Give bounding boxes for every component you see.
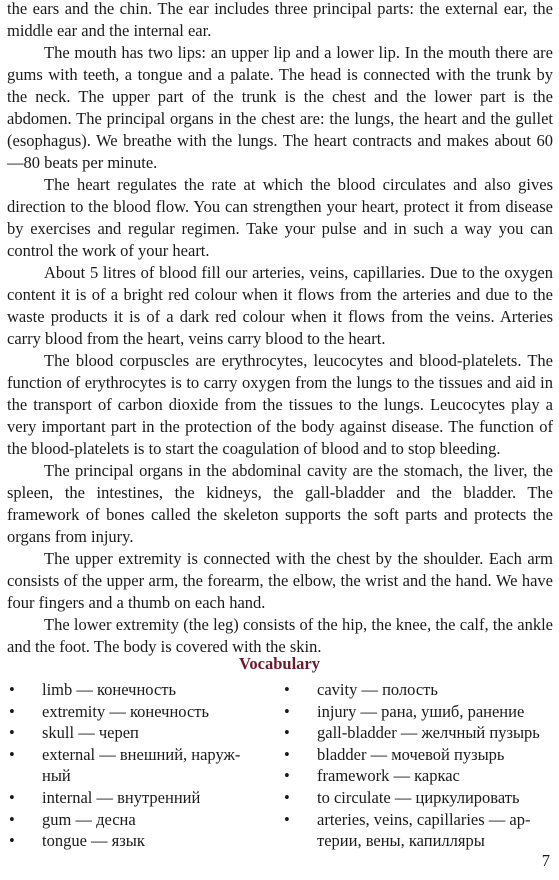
paragraph-lower-extremity: The lower extremity (the leg) consists of the hip, the knee, the calf, the ankle and the foot. The body is covered with the skin.	[7, 615, 553, 656]
vocab-entry: bladder — мочевой пузырь	[317, 744, 505, 764]
bullet-icon: •	[284, 744, 290, 764]
page-number: 7	[541, 851, 550, 870]
vocab-entry: extremity — конечность	[42, 701, 209, 721]
vocab-item	[9, 744, 271, 766]
paragraph-blood-corpuscles: The blood corpuscles are erythrocytes, leucocytes and blood-platelets. The function of erythrocytes is to carry oxygen from the lungs to the tissues and aid in the transport of carbon dioxide from the tissues to the lungs. Leucocytes play a very important part in the protection of the body against disease. The function of the blood-platelets is to start the coagulation of blood and to stop bleeding.	[7, 351, 553, 458]
vocabulary-left-column	[9, 679, 271, 852]
body-text	[7, 0, 553, 658]
vocab-entry: limb — конечность	[42, 680, 177, 699]
vocab-item	[9, 679, 271, 701]
vocab-item-continuation	[284, 830, 554, 852]
vocab-entry: cavity — полость	[317, 680, 438, 699]
vocab-item	[9, 809, 271, 831]
bullet-icon: •	[9, 744, 15, 764]
bullet-icon: •	[9, 723, 15, 743]
vocab-item-continuation	[9, 765, 271, 787]
bullet-icon: •	[284, 766, 290, 786]
bullet-icon: •	[284, 701, 290, 721]
vocab-entry: gall-bladder — желчный пузырь	[317, 723, 540, 743]
vocab-entry: injury — рана, ушиб, ранение	[317, 701, 525, 721]
bullet-icon: •	[9, 680, 15, 699]
vocab-item	[284, 722, 554, 744]
vocab-item	[9, 701, 271, 723]
bullet-icon: •	[9, 787, 15, 807]
vocab-item	[284, 679, 554, 701]
vocab-entry: gum — десна	[42, 809, 136, 829]
bullet-icon: •	[9, 701, 15, 721]
vocab-entry-continuation: ный	[42, 766, 71, 786]
vocab-item	[9, 787, 271, 809]
vocabulary-right-column	[284, 679, 554, 852]
vocab-item	[284, 765, 554, 787]
vocab-entry: tongue — язык	[42, 831, 145, 851]
bullet-icon: •	[284, 723, 290, 743]
paragraph-ear: the ears and the chin. The ear includes three principal parts: the external ear, the middle ear and the internal ear.	[7, 0, 553, 40]
vocab-entry-continuation: терии, вены, капилляры	[317, 831, 485, 851]
vocab-entry: arteries, veins, capillaries — ар-	[317, 809, 531, 829]
bullet-icon: •	[284, 787, 290, 807]
vocab-entry: external — внешний, наруж-	[42, 744, 241, 764]
bullet-icon: •	[9, 831, 15, 851]
bullet-icon: •	[9, 809, 15, 829]
vocab-entry: to circulate — циркулировать	[317, 787, 520, 807]
vocab-item	[284, 809, 554, 831]
paragraph-heart: The heart regulates the rate at which the blood circulates and also gives direction to the blood flow. You can strengthen your heart, protect it from disease by exercises and regular regimen. Take your pulse and in such a way you can control the work of your heart.	[7, 175, 553, 260]
vocab-entry: internal — внутренний	[42, 787, 201, 807]
bullet-icon: •	[284, 809, 290, 829]
bullet-icon: •	[284, 680, 290, 699]
vocabulary-heading: Vocabulary	[239, 654, 320, 673]
vocab-item	[9, 830, 271, 852]
vocab-item	[284, 787, 554, 809]
vocab-entry: skull — череп	[42, 723, 139, 743]
vocab-item	[284, 701, 554, 723]
paragraph-abdominal-organs: The principal organs in the abdominal cavity are the stomach, the liver, the spleen, the intestines, the kidneys, the gall-bladder and the bladder. The framework of bones called the skeleton supports the soft parts and protects the organs from injury.	[7, 461, 553, 546]
vocab-entry: framework — каркас	[317, 766, 460, 786]
paragraph-upper-extremity: The upper extremity is connected with the chest by the shoulder. Each arm consists of the upper arm, the forearm, the elbow, the wrist and the hand. We have four fingers and a thumb on each hand.	[7, 549, 553, 612]
paragraph-mouth-trunk: The mouth has two lips: an upper lip and a lower lip. In the mouth there are gums with teeth, a tongue and a palate. The head is connected with the trunk by the neck. The upper part of the trunk is the chest and the lower part is the abdomen. The principal organs in the chest are: the lungs, the heart and the gullet (esophagus). We breathe with the lungs. The heart contracts and makes about 60—80 beats per minute.	[7, 43, 553, 172]
paragraph-blood-vessels: About 5 litres of blood fill our arteries, veins, capillaries. Due to the oxygen content it is of a bright red colour when it flows from the arteries and due to the waste products it is of a dark red colour when it flows from the veins. Arteries carry blood from the heart, veins carry blood to the heart.	[7, 263, 553, 348]
vocab-item	[284, 744, 554, 766]
vocab-item	[9, 722, 271, 744]
